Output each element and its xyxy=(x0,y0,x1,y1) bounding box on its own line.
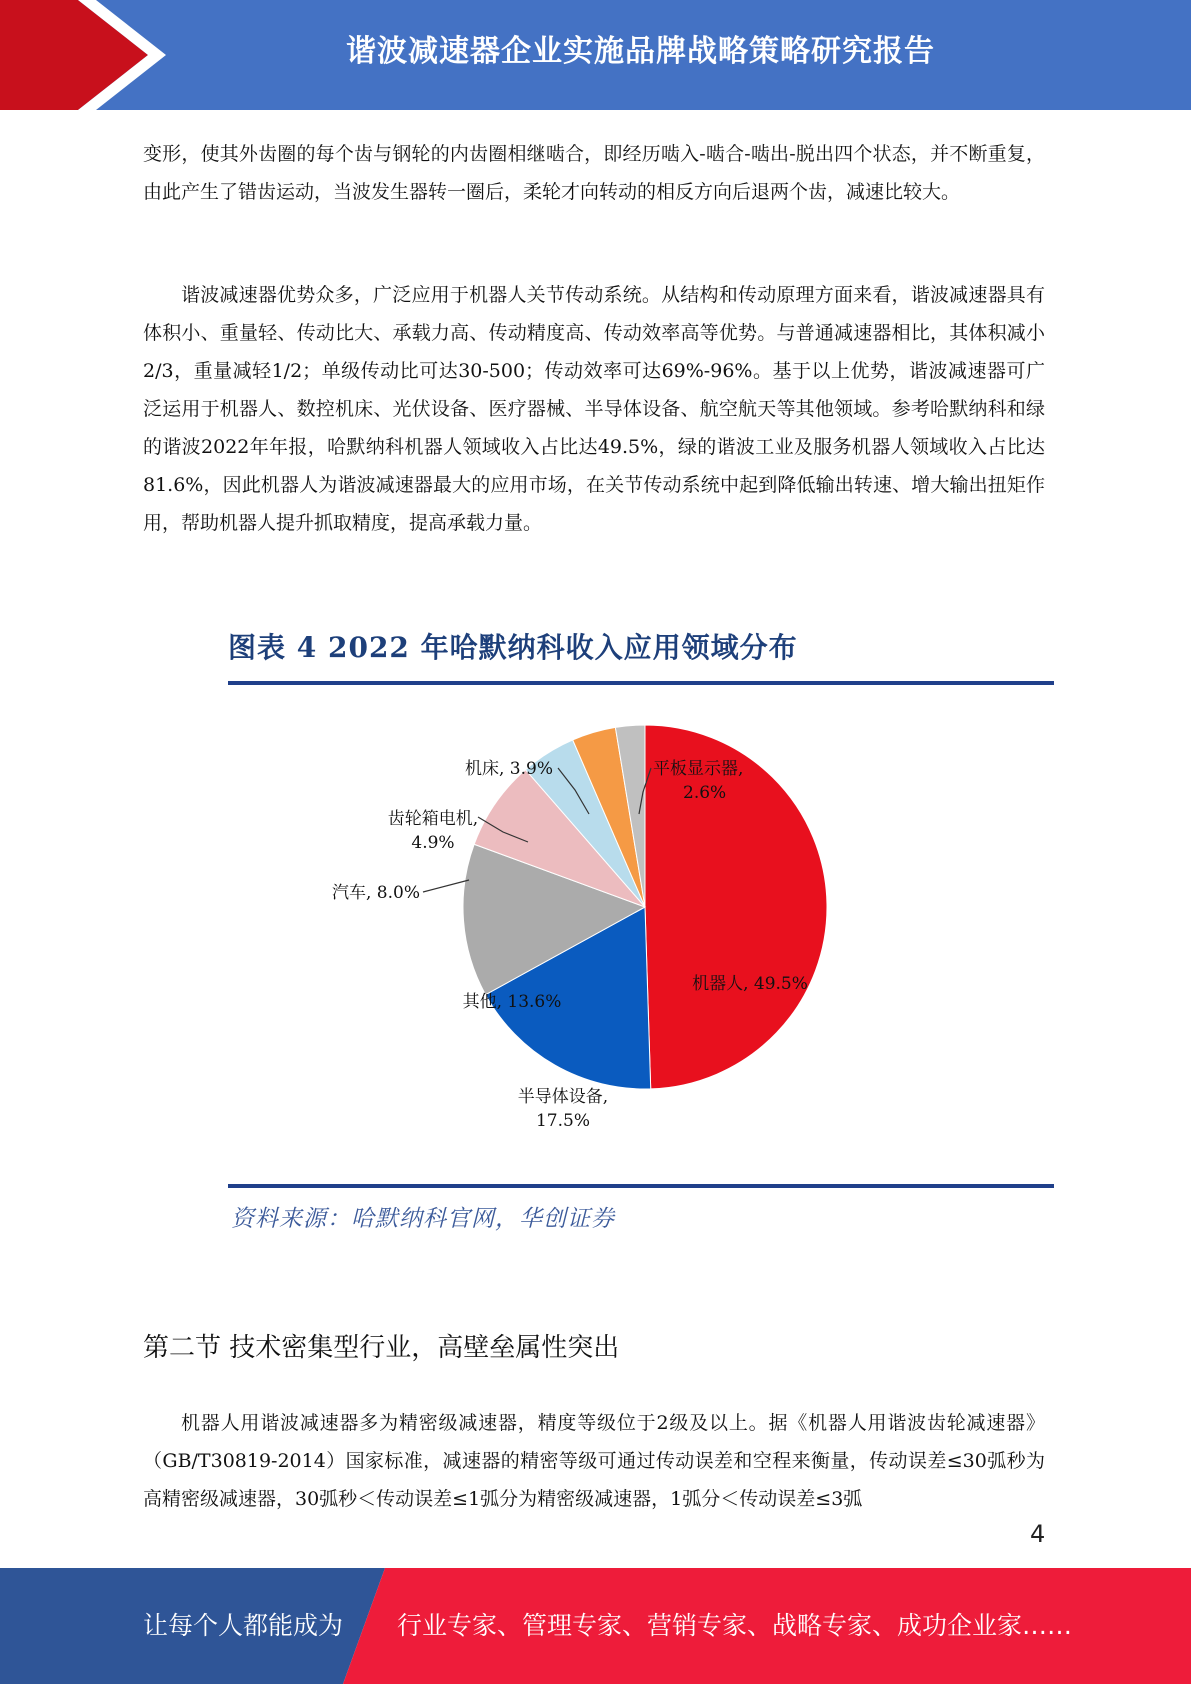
footer-slogan-right: 行业专家、管理专家、营销专家、战略专家、成功企业家…… xyxy=(397,1611,1073,1640)
section-title: 第二节 技术密集型行业，高壁垒属性突出 xyxy=(143,1333,620,1363)
pie-leader-line-3 xyxy=(423,880,469,892)
chart-source: 资料来源：哈默纳科官网，华创证券 xyxy=(231,1206,615,1232)
pie-label-5: 机床, 3.9% xyxy=(465,759,553,779)
header-title: 谐波减速器企业实施品牌战略策略研究报告 xyxy=(346,34,935,69)
body-paragraph-3: 机器人用谐波减速器多为精密级减速器，精度等级位于2级及以上。据《机器人用谐波齿轮减速器》（GB/T30819-2014）国家标准，减速器的精密等级可通过传动误差和空程来衡量，传动误差≤30弧秒为高精密级减速器，30弧秒＜传动误差≤1弧分为精密级减速器，1弧分＜传动误差≤3弧 xyxy=(143,1412,1045,1510)
page-number: 4 xyxy=(1030,1520,1046,1548)
pie-label-2: 其他, 13.6% xyxy=(462,992,562,1012)
pie-chart xyxy=(183,682,1063,1182)
footer-slogan-left: 让每个人都能成为 xyxy=(143,1611,344,1640)
pie-label-0: 机器人, 49.5% xyxy=(692,974,808,994)
pie-label-6: 平板显示器, 2.6% xyxy=(653,759,744,803)
pie-label-4: 齿轮箱电机, 4.9% xyxy=(387,809,479,853)
pie-label-1: 半导体设备, 17.5% xyxy=(517,1087,609,1131)
page-header xyxy=(0,0,1191,110)
pie-slice-0 xyxy=(645,725,827,1089)
pie-chart-figure xyxy=(183,622,1063,1242)
body-paragraph-2: 谐波减速器优势众多，广泛应用于机器人关节传动系统。从结构和传动原理方面来看，谐波减速器具有体积小、重量轻、传动比大、承载力高、传动精度高、传动效率高等优势。与普通减速器相比，其体积减小2/3，重量减轻1/2；单级传动比可达30-500；传动效率可达69%-96%。基于以上优势，谐波减速器可广泛运用于机器人、数控机床、光伏设备、医疗器械、半导体设备、航空航天等其他领域。参考哈默纳科和绿的谐波2022年年报，哈默纳科机器人领域收入占比达49.5%，绿的谐波工业及服务机器人领域收入占比达81.6%，因此机器人为谐波减速器最大的应用市场，在关节传动系统中起到降低输出转速、增大输出扭矩作用，帮助机器人提升抓取精度，提高承载力量。 xyxy=(143,284,1045,534)
chart-bottom-rule xyxy=(228,1184,1054,1188)
page-footer xyxy=(0,1568,1191,1684)
body-paragraph-1: 变形，使其外齿圈的每个齿与钢轮的内齿圈相继啮合，即经历啮入-啮合-啮出-脱出四个状态，并不断重复，由此产生了错齿运动，当波发生器转一圈后，柔轮才向转动的相反方向后退两个齿，减速比较大。 xyxy=(143,143,1045,203)
pie-label-3: 汽车, 8.0% xyxy=(332,883,420,903)
chart-title: 图表 4 2022 年哈默纳科收入应用领域分布 xyxy=(228,631,798,664)
